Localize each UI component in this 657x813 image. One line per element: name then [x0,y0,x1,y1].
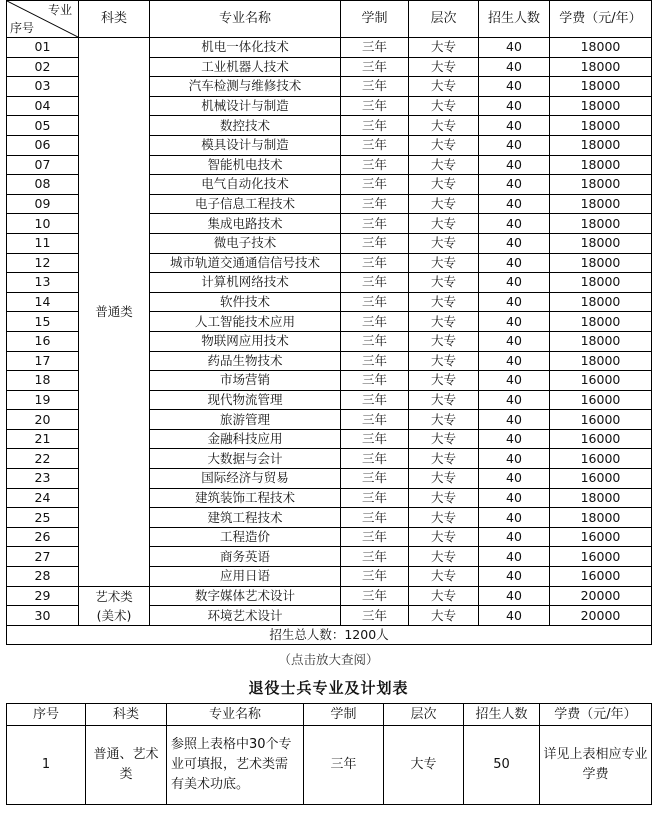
total-enrollment: 招生总人数：1200人 [7,625,652,645]
header-major-label: 专业 [47,3,72,17]
row-number: 02 [7,57,79,77]
row-major-name: 建筑工程技术 [150,508,341,528]
row-tuition: 18000 [550,135,652,155]
table-row [7,38,652,58]
header-number: 序号 [7,704,86,726]
row-tuition: 18000 [550,312,652,332]
row-tuition: 18000 [550,351,652,371]
header-tuition: 学费（元/年） [540,704,652,726]
row-enrollment: 40 [479,96,550,116]
row-duration: 三年 [341,253,409,273]
row-tuition: 16000 [550,547,652,567]
row-level: 大专 [409,351,479,371]
row-duration: 三年 [341,116,409,136]
row-number: 23 [7,469,79,489]
row-number: 07 [7,155,79,175]
row-level: 大专 [409,38,479,58]
row-duration: 三年 [341,96,409,116]
row-number: 03 [7,77,79,97]
row-tuition: 18000 [550,214,652,234]
row-duration: 三年 [341,488,409,508]
row-duration: 三年 [341,155,409,175]
category-art [79,586,150,625]
row-level: 大专 [409,155,479,175]
row-major-name: 金融科技应用 [150,429,341,449]
row-duration: 三年 [341,135,409,155]
row-tuition: 16000 [550,390,652,410]
row-level: 大专 [409,567,479,587]
row-number: 26 [7,527,79,547]
row-number: 30 [7,606,79,626]
row-major-name: 城市轨道交通通信信号技术 [150,253,341,273]
row-duration: 三年 [341,194,409,214]
row-enrollment: 40 [479,194,550,214]
row-duration: 三年 [341,508,409,528]
header-category: 科类 [79,1,150,38]
row-duration: 三年 [341,214,409,234]
row-level: 大专 [409,214,479,234]
row-tuition: 20000 [550,586,652,606]
header-level: 层次 [409,1,479,38]
row-enrollment: 40 [479,155,550,175]
row-number: 04 [7,96,79,116]
table-row [7,726,652,805]
row-enrollment: 40 [479,488,550,508]
row-enrollment: 40 [479,567,550,587]
row-enrollment: 40 [479,175,550,195]
row-level: 大专 [409,135,479,155]
row-major-name: 建筑装饰工程技术 [150,488,341,508]
row-major-name: 人工智能技术应用 [150,312,341,332]
row-major-name: 工业机器人技术 [150,57,341,77]
row-tuition: 18000 [550,175,652,195]
table-body [7,38,652,626]
row-number: 09 [7,194,79,214]
row-duration: 三年 [341,77,409,97]
row-duration: 三年 [341,38,409,58]
row-duration: 三年 [341,57,409,77]
row-enrollment: 40 [479,429,550,449]
row-major-name: 数控技术 [150,116,341,136]
row-level: 大专 [409,292,479,312]
row-level: 大专 [409,547,479,567]
row-level: 大专 [384,726,464,805]
row-tuition: 18000 [550,253,652,273]
row-number: 13 [7,273,79,293]
category-art-line1: 艺术类 [95,588,133,604]
row-duration: 三年 [341,469,409,489]
row-enrollment: 40 [479,410,550,430]
table-row [7,586,652,606]
row-level: 大专 [409,116,479,136]
row-number: 12 [7,253,79,273]
header-enrollment: 招生人数 [464,704,540,726]
row-major-name: 电气自动化技术 [150,175,341,195]
row-tuition: 18000 [550,57,652,77]
row-duration: 三年 [341,449,409,469]
row-number: 08 [7,175,79,195]
row-number: 17 [7,351,79,371]
row-enrollment: 40 [479,57,550,77]
row-level: 大专 [409,194,479,214]
row-duration: 三年 [341,606,409,626]
row-duration: 三年 [341,429,409,449]
row-enrollment: 40 [479,371,550,391]
diagonal-header-cell [7,1,79,38]
row-tuition: 18000 [550,508,652,528]
header-tuition: 学费（元/年） [550,1,652,38]
row-level: 大专 [409,253,479,273]
row-tuition: 18000 [550,194,652,214]
enrollment-plan-table [6,0,652,645]
row-duration: 三年 [341,273,409,293]
row-enrollment: 50 [464,726,540,805]
header-enrollment: 招生人数 [479,1,550,38]
row-duration: 三年 [341,233,409,253]
row-duration: 三年 [341,390,409,410]
header-major-name: 专业名称 [150,1,341,38]
row-major-name: 国际经济与贸易 [150,469,341,489]
row-major-note: 参照上表格中30个专业可填报，艺术类需有美术功底。 [167,726,304,805]
row-enrollment: 40 [479,273,550,293]
row-duration: 三年 [341,292,409,312]
row-number: 27 [7,547,79,567]
row-number: 22 [7,449,79,469]
row-major-name: 数字媒体艺术设计 [150,586,341,606]
row-number: 28 [7,567,79,587]
row-major-name: 机械设计与制造 [150,96,341,116]
row-level: 大专 [409,606,479,626]
row-major-name: 应用日语 [150,567,341,587]
row-enrollment: 40 [479,38,550,58]
row-tuition: 16000 [550,469,652,489]
row-major-name: 智能机电技术 [150,155,341,175]
row-level: 大专 [409,469,479,489]
row-enrollment: 40 [479,253,550,273]
row-duration: 三年 [341,175,409,195]
total-row [7,625,652,645]
row-duration: 三年 [341,371,409,391]
row-number: 25 [7,508,79,528]
row-major-name: 市场营销 [150,371,341,391]
table-header-row [7,704,652,726]
row-enrollment: 40 [479,116,550,136]
header-number-label: 序号 [10,21,35,35]
row-enrollment: 40 [479,214,550,234]
row-major-name: 电子信息工程技术 [150,194,341,214]
row-tuition: 16000 [550,429,652,449]
row-enrollment: 40 [479,508,550,528]
row-number: 19 [7,390,79,410]
header-level: 层次 [384,704,464,726]
row-enrollment: 40 [479,586,550,606]
row-tuition: 18000 [550,273,652,293]
header-major-name: 专业名称 [167,704,304,726]
row-enrollment: 40 [479,233,550,253]
row-tuition: 18000 [550,38,652,58]
row-level: 大专 [409,488,479,508]
row-duration: 三年 [341,567,409,587]
row-enrollment: 40 [479,469,550,489]
row-level: 大专 [409,371,479,391]
row-enrollment: 40 [479,527,550,547]
row-duration: 三年 [341,312,409,332]
header-duration: 学制 [304,704,384,726]
row-number: 29 [7,586,79,606]
row-tuition: 18000 [550,488,652,508]
row-number: 18 [7,371,79,391]
row-major-name: 机电一体化技术 [150,38,341,58]
row-tuition: 16000 [550,449,652,469]
row-tuition: 18000 [550,292,652,312]
row-enrollment: 40 [479,351,550,371]
row-major-name: 现代物流管理 [150,390,341,410]
row-level: 大专 [409,429,479,449]
row-enrollment: 40 [479,606,550,626]
row-tuition: 18000 [550,116,652,136]
row-tuition: 20000 [550,606,652,626]
row-number: 1 [7,726,86,805]
row-enrollment: 40 [479,77,550,97]
row-number: 05 [7,116,79,136]
row-major-name: 计算机网络技术 [150,273,341,293]
row-tuition: 18000 [550,96,652,116]
zoom-hint[interactable]: （点击放大查阅） [278,652,379,667]
row-number: 16 [7,331,79,351]
row-number: 01 [7,38,79,58]
row-level: 大专 [409,586,479,606]
row-number: 14 [7,292,79,312]
row-tuition: 详见上表相应专业学费 [540,726,652,805]
row-level: 大专 [409,390,479,410]
row-enrollment: 40 [479,331,550,351]
row-enrollment: 40 [479,449,550,469]
row-level: 大专 [409,77,479,97]
row-level: 大专 [409,312,479,332]
row-enrollment: 40 [479,390,550,410]
veterans-table-title: 退役士兵专业及计划表 [248,679,409,697]
row-tuition: 18000 [550,233,652,253]
row-number: 10 [7,214,79,234]
row-major-name: 工程造价 [150,527,341,547]
row-tuition: 16000 [550,410,652,430]
row-major-name: 汽车检测与维修技术 [150,77,341,97]
header-category: 科类 [86,704,167,726]
row-duration: 三年 [341,410,409,430]
row-duration: 三年 [341,527,409,547]
category-art-line2: (美术) [96,607,132,623]
row-duration: 三年 [341,547,409,567]
row-major-name: 集成电路技术 [150,214,341,234]
row-enrollment: 40 [479,312,550,332]
row-major-name: 药品生物技术 [150,351,341,371]
row-tuition: 16000 [550,371,652,391]
row-major-name: 商务英语 [150,547,341,567]
row-tuition: 18000 [550,155,652,175]
row-duration: 三年 [341,586,409,606]
row-number: 06 [7,135,79,155]
row-tuition: 16000 [550,567,652,587]
row-major-name: 软件技术 [150,292,341,312]
row-level: 大专 [409,273,479,293]
row-enrollment: 40 [479,547,550,567]
row-number: 20 [7,410,79,430]
header-duration: 学制 [341,1,409,38]
row-major-name: 旅游管理 [150,410,341,430]
row-level: 大专 [409,410,479,430]
row-level: 大专 [409,175,479,195]
row-tuition: 16000 [550,527,652,547]
row-level: 大专 [409,508,479,528]
category-general: 普通类 [79,38,150,587]
row-number: 24 [7,488,79,508]
row-major-name: 物联网应用技术 [150,331,341,351]
row-number: 15 [7,312,79,332]
row-level: 大专 [409,449,479,469]
row-level: 大专 [409,527,479,547]
row-level: 大专 [409,57,479,77]
row-duration: 三年 [341,331,409,351]
veterans-plan-table [6,703,652,805]
row-category: 普通、艺术类 [86,726,167,805]
row-major-name: 大数据与会计 [150,449,341,469]
row-major-name: 微电子技术 [150,233,341,253]
table-header-row [7,1,652,38]
row-tuition: 18000 [550,77,652,97]
row-enrollment: 40 [479,292,550,312]
row-number: 11 [7,233,79,253]
row-major-name: 环境艺术设计 [150,606,341,626]
row-duration: 三年 [341,351,409,371]
row-number: 21 [7,429,79,449]
row-level: 大专 [409,233,479,253]
row-level: 大专 [409,96,479,116]
row-tuition: 18000 [550,331,652,351]
row-major-name: 模具设计与制造 [150,135,341,155]
row-duration: 三年 [304,726,384,805]
row-enrollment: 40 [479,135,550,155]
row-level: 大专 [409,331,479,351]
